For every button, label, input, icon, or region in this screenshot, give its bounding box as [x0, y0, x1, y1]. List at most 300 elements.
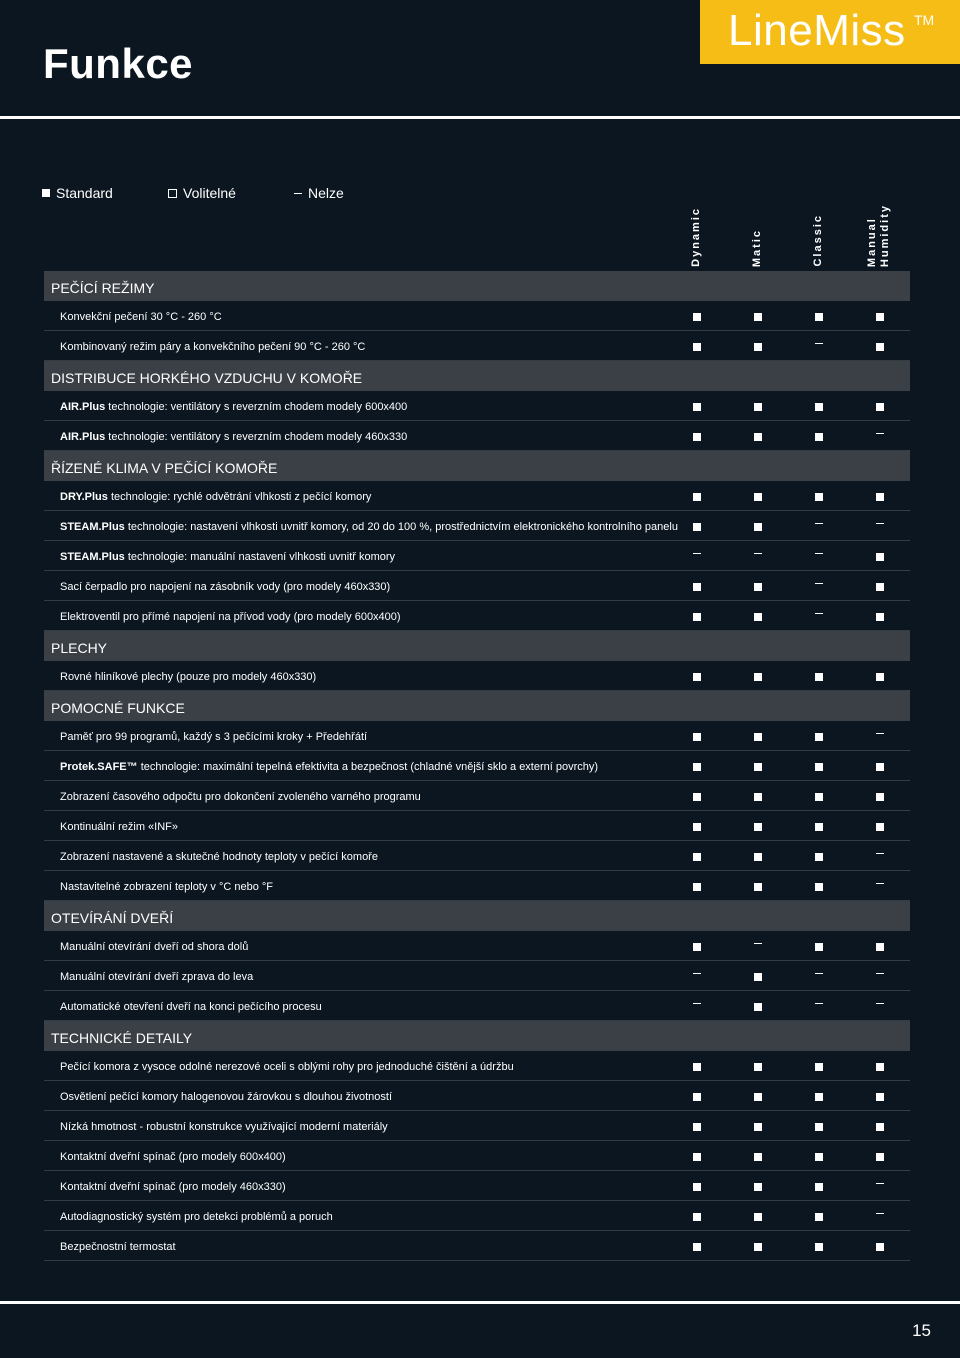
row-label — [60, 851, 378, 863]
filled-square-icon — [693, 1243, 701, 1251]
table-row — [44, 511, 910, 541]
cell-classic — [812, 760, 826, 774]
row-text: Manuální otevírání dveří od shora dolů — [60, 941, 249, 953]
column-header-manual-humidity: Manual Humidity — [866, 203, 891, 267]
cell-matic — [751, 400, 765, 414]
features-table — [44, 271, 910, 1261]
cell-manual-humidity — [873, 310, 887, 324]
filled-square-icon — [754, 1213, 762, 1221]
filled-square-icon — [693, 493, 701, 501]
filled-square-icon — [693, 793, 701, 801]
cell-manual-humidity — [873, 760, 887, 774]
cell-matic — [751, 520, 765, 534]
cell-dynamic — [690, 1000, 704, 1014]
filled-square-icon — [693, 1153, 701, 1161]
filled-square-icon — [754, 853, 762, 861]
filled-square-icon — [815, 1123, 823, 1131]
table-row — [44, 841, 910, 871]
dash-icon — [815, 553, 823, 554]
cell-manual-humidity — [873, 1180, 887, 1194]
legend-not-available-label: Nelze — [308, 185, 344, 201]
table-row — [44, 931, 910, 961]
row-label — [60, 1061, 514, 1073]
cell-manual-humidity — [873, 880, 887, 894]
technology-name: STEAM.Plus — [60, 551, 125, 563]
cell-classic — [812, 340, 826, 354]
row-text: Manuální otevírání dveří zprava do leva — [60, 971, 254, 983]
cell-matic — [751, 1240, 765, 1254]
section-title: OTEVÍRÁNÍ DVEŘÍ — [51, 910, 174, 926]
cell-classic — [812, 670, 826, 684]
row-label — [60, 431, 407, 443]
cell-dynamic — [690, 1150, 704, 1164]
row-label — [60, 941, 248, 953]
filled-square-icon — [815, 763, 823, 771]
row-text: Osvětlení pečící komory halogenovou žárovkou s dlouhou životností — [60, 1091, 393, 1103]
dash-icon — [815, 343, 823, 344]
table-row — [44, 421, 910, 451]
technology-name: AIR.Plus — [60, 401, 106, 413]
row-label — [60, 761, 598, 773]
cell-classic — [812, 790, 826, 804]
legend — [42, 185, 462, 203]
row-text: Nízká hmotnost - robustní konstrukce využívající moderní materiály — [60, 1121, 388, 1133]
filled-square-icon — [693, 853, 701, 861]
section-header — [44, 271, 910, 301]
dash-icon — [876, 973, 884, 974]
cell-manual-humidity — [873, 670, 887, 684]
cell-classic — [812, 1180, 826, 1194]
technology-name: DRY.Plus — [60, 491, 108, 503]
row-text: Zobrazení časového odpočtu pro dokončení zvoleného varného programu — [60, 791, 421, 803]
filled-square-icon — [693, 1093, 701, 1101]
cell-matic — [751, 1060, 765, 1074]
filled-square-icon — [693, 343, 701, 351]
filled-square-icon — [693, 403, 701, 411]
filled-square-icon — [754, 313, 762, 321]
cell-manual-humidity — [873, 610, 887, 624]
cell-matic — [751, 610, 765, 624]
dash-icon — [876, 733, 884, 734]
cell-manual-humidity — [873, 850, 887, 864]
filled-square-icon — [754, 1183, 762, 1191]
cell-classic — [812, 1060, 826, 1074]
cell-dynamic — [690, 1090, 704, 1104]
cell-manual-humidity — [873, 340, 887, 354]
dash-icon — [294, 193, 302, 194]
cell-matic — [751, 880, 765, 894]
cell-dynamic — [690, 1180, 704, 1194]
row-label — [60, 1151, 286, 1163]
page-number: 15 — [912, 1321, 931, 1340]
section-header — [44, 901, 910, 931]
cell-manual-humidity — [873, 940, 887, 954]
cell-dynamic — [690, 970, 704, 984]
dash-icon — [876, 1213, 884, 1214]
filled-square-icon — [815, 1153, 823, 1161]
page-header — [0, 0, 960, 116]
cell-manual-humidity — [873, 550, 887, 564]
cell-classic — [812, 1150, 826, 1164]
row-text: Kontaktní dveřní spínač (pro modely 600x400) — [60, 1151, 286, 1163]
filled-square-icon — [754, 583, 762, 591]
cell-manual-humidity — [873, 580, 887, 594]
table-row — [44, 1201, 910, 1231]
cell-dynamic — [690, 760, 704, 774]
cell-manual-humidity — [873, 1150, 887, 1164]
cell-classic — [812, 850, 826, 864]
row-label — [60, 311, 222, 323]
row-label — [60, 1091, 392, 1103]
column-header-dynamic: Dynamic — [690, 207, 702, 267]
cell-dynamic — [690, 400, 704, 414]
filled-square-icon — [815, 1243, 823, 1251]
cell-matic — [751, 970, 765, 984]
filled-square-icon — [693, 673, 701, 681]
table-row — [44, 1051, 910, 1081]
table-row — [44, 811, 910, 841]
cell-manual-humidity — [873, 400, 887, 414]
table-row — [44, 961, 910, 991]
filled-square-icon — [815, 853, 823, 861]
filled-square-icon — [876, 673, 884, 681]
legend-optional-label: Volitelné — [183, 185, 236, 201]
cell-classic — [812, 430, 826, 444]
filled-square-icon — [693, 1063, 701, 1071]
table-row — [44, 391, 910, 421]
section-header — [44, 451, 910, 481]
filled-square-icon — [815, 943, 823, 951]
table-row — [44, 541, 910, 571]
cell-dynamic — [690, 490, 704, 504]
row-text: Pečící komora z vysoce odolné nerezové oceli s oblými rohy pro jednoduché čištění a údržbu — [60, 1061, 514, 1073]
cell-dynamic — [690, 790, 704, 804]
row-text: Zobrazení nastavené a skutečné hodnoty teploty v pečící komoře — [60, 851, 378, 863]
row-label — [60, 401, 407, 413]
cell-manual-humidity — [873, 730, 887, 744]
dash-icon — [754, 553, 762, 554]
filled-square-icon — [876, 1153, 884, 1161]
dash-icon — [815, 973, 823, 974]
cell-matic — [751, 580, 765, 594]
row-text: Elektroventil pro přímé napojení na přívod vody (pro modely 600x400) — [60, 611, 401, 623]
cell-manual-humidity — [873, 490, 887, 504]
filled-square-icon — [815, 733, 823, 741]
legend-standard-label: Standard — [56, 185, 113, 201]
filled-square-icon — [876, 1243, 884, 1251]
row-label — [60, 521, 678, 533]
section-header — [44, 1021, 910, 1051]
row-label — [60, 581, 390, 593]
dash-icon — [876, 853, 884, 854]
table-row — [44, 991, 910, 1021]
cell-manual-humidity — [873, 1060, 887, 1074]
filled-square-icon — [876, 1123, 884, 1131]
filled-square-icon — [754, 1123, 762, 1131]
cell-matic — [751, 670, 765, 684]
cell-dynamic — [690, 730, 704, 744]
row-text: technologie: rychlé odvětrání vlhkosti z pečící komory — [107, 491, 372, 503]
table-row — [44, 721, 910, 751]
cell-classic — [812, 1090, 826, 1104]
dash-icon — [876, 433, 884, 434]
cell-manual-humidity — [873, 820, 887, 834]
row-text: Autodiagnostický systém pro detekci problémů a poruch — [60, 1211, 333, 1223]
section-header — [44, 361, 910, 391]
row-label — [60, 881, 273, 893]
row-label — [60, 1181, 286, 1193]
row-text: Paměť pro 99 programů, každý s 3 pečícími kroky + Předehřátí — [60, 731, 368, 743]
table-row — [44, 781, 910, 811]
filled-square-icon — [876, 403, 884, 411]
filled-square-icon — [815, 673, 823, 681]
table-row — [44, 1111, 910, 1141]
cell-classic — [812, 1000, 826, 1014]
cell-matic — [751, 340, 765, 354]
row-text: technologie: nastavení vlhkosti uvnitř komory, od 20 do 100 %, prostřednictvím elektronického kontrolního panelu — [124, 521, 678, 533]
cell-dynamic — [690, 940, 704, 954]
filled-square-icon — [876, 1063, 884, 1071]
filled-square-icon — [754, 403, 762, 411]
row-text: Automatické otevření dveří na konci pečícího procesu — [60, 1001, 322, 1013]
filled-square-icon — [815, 1093, 823, 1101]
table-row — [44, 1081, 910, 1111]
cell-manual-humidity — [873, 1000, 887, 1014]
filled-square-icon — [693, 313, 701, 321]
filled-square-icon — [815, 793, 823, 801]
technology-name: Protek.SAFE™ — [60, 761, 138, 773]
row-label — [60, 1121, 388, 1133]
table-row — [44, 1141, 910, 1171]
cell-dynamic — [690, 610, 704, 624]
row-text: Rovné hliníkové plechy (pouze pro modely 460x330) — [60, 671, 317, 683]
brand-name: LineMiss — [728, 6, 906, 55]
row-text: Nastavitelné zobrazení teploty v °C nebo °F — [60, 881, 274, 893]
row-text: technologie: manuální nastavení vlhkosti uvnitř komory — [124, 551, 396, 563]
filled-square-icon — [693, 613, 701, 621]
cell-matic — [751, 1210, 765, 1224]
table-row — [44, 601, 910, 631]
column-header-matic: Matic — [751, 228, 763, 267]
filled-square-icon — [876, 763, 884, 771]
brand-logo — [700, 0, 960, 64]
filled-square-icon — [754, 823, 762, 831]
filled-square-icon — [754, 493, 762, 501]
cell-manual-humidity — [873, 970, 887, 984]
table-row — [44, 1231, 910, 1261]
cell-classic — [812, 820, 826, 834]
filled-square-icon — [754, 1093, 762, 1101]
cell-manual-humidity — [873, 1120, 887, 1134]
cell-dynamic — [690, 880, 704, 894]
cell-manual-humidity — [873, 1210, 887, 1224]
row-label — [60, 491, 371, 503]
row-label — [60, 731, 367, 743]
cell-classic — [812, 580, 826, 594]
filled-square-icon — [693, 1183, 701, 1191]
row-text: technologie: ventilátory s reverzním chodem modely 600x400 — [105, 401, 408, 413]
filled-square-icon — [693, 433, 701, 441]
filled-square-icon — [693, 1213, 701, 1221]
filled-square-icon — [815, 823, 823, 831]
cell-matic — [751, 1180, 765, 1194]
cell-matic — [751, 310, 765, 324]
cell-classic — [812, 1210, 826, 1224]
filled-square-icon — [754, 1153, 762, 1161]
row-text: Bezpečnostní termostat — [60, 1241, 176, 1253]
row-label — [60, 791, 421, 803]
cell-dynamic — [690, 1210, 704, 1224]
cell-classic — [812, 970, 826, 984]
row-text: Konvekční pečení 30 °C - 260 °C — [60, 311, 222, 323]
cell-classic — [812, 520, 826, 534]
cell-matic — [751, 730, 765, 744]
table-row — [44, 331, 910, 361]
section-title: ŘÍZENÉ KLIMA V PEČÍCÍ KOMOŘE — [51, 460, 278, 476]
cell-matic — [751, 820, 765, 834]
cell-dynamic — [690, 310, 704, 324]
table-row — [44, 301, 910, 331]
row-label — [60, 1241, 176, 1253]
filled-square-icon — [815, 1183, 823, 1191]
cell-matic — [751, 490, 765, 504]
filled-square-icon — [693, 733, 701, 741]
filled-square-icon — [754, 883, 762, 891]
filled-square-icon — [754, 673, 762, 681]
cell-matic — [751, 850, 765, 864]
filled-square-icon — [754, 973, 762, 981]
dash-icon — [693, 553, 701, 554]
row-text: technologie: ventilátory s reverzním chodem modely 460x330 — [105, 431, 408, 443]
filled-square-icon — [815, 313, 823, 321]
row-text: technologie: maximální tepelná efektivita a bezpečnost (chladné vnější sklo a externí povrchy) — [137, 761, 599, 773]
legend-standard — [42, 185, 113, 201]
filled-square-icon — [876, 943, 884, 951]
filled-square-icon — [42, 189, 50, 197]
cell-matic — [751, 1000, 765, 1014]
cell-dynamic — [690, 1060, 704, 1074]
cell-manual-humidity — [873, 430, 887, 444]
row-text: Kontinuální režim «INF» — [60, 821, 178, 833]
cell-dynamic — [690, 430, 704, 444]
dash-icon — [876, 523, 884, 524]
page-title: Funkce — [43, 40, 194, 87]
technology-name: STEAM.Plus — [60, 521, 125, 533]
filled-square-icon — [754, 1243, 762, 1251]
cell-dynamic — [690, 580, 704, 594]
cell-dynamic — [690, 820, 704, 834]
row-label — [60, 821, 178, 833]
section-header — [44, 691, 910, 721]
cell-classic — [812, 1240, 826, 1254]
legend-not-available — [294, 185, 344, 201]
filled-square-icon — [876, 553, 884, 561]
cell-classic — [812, 1120, 826, 1134]
dash-icon — [754, 943, 762, 944]
dash-icon — [876, 1003, 884, 1004]
cell-classic — [812, 400, 826, 414]
dash-icon — [876, 883, 884, 884]
filled-square-icon — [693, 883, 701, 891]
filled-square-icon — [754, 1003, 762, 1011]
cell-dynamic — [690, 670, 704, 684]
dash-icon — [693, 973, 701, 974]
row-text: Kontaktní dveřní spínač (pro modely 460x330) — [60, 1181, 286, 1193]
section-title: PEČÍCÍ REŽIMY — [51, 280, 155, 296]
dash-icon — [815, 583, 823, 584]
filled-square-icon — [876, 343, 884, 351]
brand-trademark: TM — [914, 12, 935, 28]
cell-manual-humidity — [873, 790, 887, 804]
filled-square-icon — [876, 583, 884, 591]
filled-square-icon — [693, 943, 701, 951]
row-label — [60, 1211, 333, 1223]
filled-square-icon — [693, 823, 701, 831]
cell-matic — [751, 430, 765, 444]
filled-square-icon — [754, 433, 762, 441]
filled-square-icon — [754, 613, 762, 621]
filled-square-icon — [815, 1063, 823, 1071]
filled-square-icon — [693, 583, 701, 591]
row-text: Kombinovaný režim páry a konvekčního pečení 90 °C - 260 °C — [60, 341, 366, 353]
cell-dynamic — [690, 520, 704, 534]
row-label — [60, 341, 365, 353]
filled-square-icon — [754, 523, 762, 531]
row-label — [60, 1001, 322, 1013]
table-row — [44, 751, 910, 781]
cell-manual-humidity — [873, 1240, 887, 1254]
cell-matic — [751, 1150, 765, 1164]
section-title: POMOCNÉ FUNKCE — [51, 700, 185, 716]
filled-square-icon — [815, 883, 823, 891]
cell-dynamic — [690, 1240, 704, 1254]
cell-classic — [812, 610, 826, 624]
cell-matic — [751, 940, 765, 954]
filled-square-icon — [815, 403, 823, 411]
filled-square-icon — [754, 733, 762, 741]
filled-square-icon — [876, 823, 884, 831]
filled-square-icon — [815, 493, 823, 501]
cell-classic — [812, 310, 826, 324]
cell-matic — [751, 760, 765, 774]
table-row — [44, 1171, 910, 1201]
filled-square-icon — [693, 1123, 701, 1131]
filled-square-icon — [876, 493, 884, 501]
filled-square-icon — [876, 313, 884, 321]
cell-classic — [812, 880, 826, 894]
filled-square-icon — [876, 1093, 884, 1101]
cell-matic — [751, 790, 765, 804]
cell-matic — [751, 1090, 765, 1104]
table-row — [44, 571, 910, 601]
table-row — [44, 661, 910, 691]
dash-icon — [815, 523, 823, 524]
cell-manual-humidity — [873, 520, 887, 534]
cell-matic — [751, 550, 765, 564]
filled-square-icon — [754, 343, 762, 351]
cell-manual-humidity — [873, 1090, 887, 1104]
section-title: PLECHY — [51, 640, 108, 656]
cell-classic — [812, 940, 826, 954]
cell-classic — [812, 490, 826, 504]
cell-dynamic — [690, 850, 704, 864]
top-divider — [0, 116, 960, 119]
section-header — [44, 631, 910, 661]
section-title: TECHNICKÉ DETAILY — [51, 1030, 193, 1046]
dash-icon — [815, 613, 823, 614]
legend-optional — [168, 185, 236, 201]
cell-dynamic — [690, 340, 704, 354]
